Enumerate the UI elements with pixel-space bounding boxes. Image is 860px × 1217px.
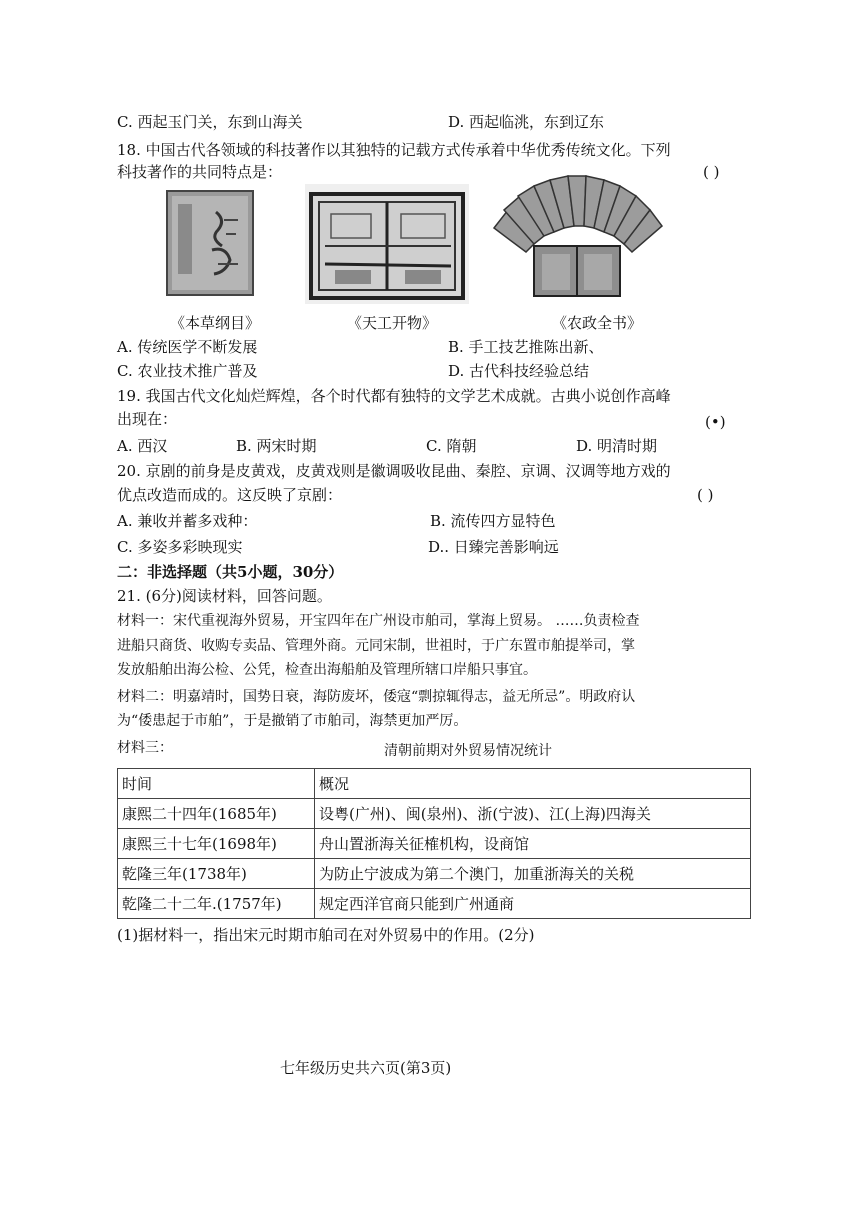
table-cell-overview: 设粤(广州)、闽(泉州)、浙(宁波)、江(上海)四海关: [315, 799, 751, 829]
table-cell-time: 乾隆二十二年.(1757年): [118, 889, 315, 919]
q21-sub-question-1: (1)据材料一，指出宋元时期市舶司在对外贸易中的作用。(2分): [117, 926, 535, 944]
bencao-gangmu-image: [166, 190, 254, 296]
q19-option-b: B. 两宋时期: [236, 437, 317, 455]
q18-option-a: A. 传统医学不断发展: [117, 338, 258, 356]
q19-stem-line2: 出现在：: [117, 410, 178, 428]
q20-option-b: B. 流传四方显特色: [430, 512, 556, 530]
material1-line1: 材料一：宋代重视海外贸易，开宝四年在广州设市舶司，掌海上贸易。 ……负责检查: [117, 613, 640, 629]
material1-line3: 发放船舶出海公检、公凭，检查出海船舶及管理所辖口岸船只事宜。: [117, 662, 537, 678]
q18-answer-paren: ( ): [703, 163, 720, 181]
q18-option-d: D. 古代科技经验总结: [448, 362, 590, 380]
table-cell-overview: 舟山置浙海关征榷机构，设商馆: [315, 829, 751, 859]
table-cell-time: 乾隆三年(1738年): [118, 859, 315, 889]
table-header-row: [118, 769, 751, 799]
tiangong-kaiwu-image: [305, 184, 469, 304]
nongzheng-quanshu-image: [482, 166, 672, 300]
table-row: [118, 889, 751, 919]
material1-line2: 进船只商货、收购专卖品、管理外商。元同宋制，世祖时，于广东置市舶提举司，掌: [117, 638, 635, 654]
q20-option-c: C. 多姿多彩映现实: [117, 538, 243, 556]
caption-nongzheng-quanshu: 《农政全书》: [552, 314, 643, 332]
q19-answer-paren: (•): [705, 413, 726, 431]
material2-line1: 材料二：明嘉靖时，国势日衰，海防废坏，倭寇“剽掠辄得志，益无所忌”。明政府认: [117, 689, 636, 705]
trade-statistics-table: [117, 768, 751, 919]
table-row: [118, 859, 751, 889]
table-row: [118, 829, 751, 859]
table-row: [118, 799, 751, 829]
q20-answer-paren: ( ): [697, 486, 714, 504]
q19-option-d: D. 明清时期: [576, 437, 658, 455]
q20-option-a: A. 兼收并蓄多戏种：: [117, 512, 258, 530]
q18-option-c: C. 农业技术推广普及: [117, 362, 258, 380]
q21-stem: 21. (6分)阅读材料，回答问题。: [117, 587, 332, 605]
table-header-time: 时间: [118, 769, 315, 799]
page-footer: 七年级历史共六页(第3页): [280, 1059, 452, 1077]
q20-option-d: D.. 日臻完善影响远: [428, 538, 559, 556]
q19-option-c: C. 隋朝: [426, 437, 477, 455]
material3-label: 材料三：: [117, 740, 173, 756]
caption-bencao-gangmu: 《本草纲目》: [170, 314, 261, 332]
q20-stem-line2: 优点改造而成的。这反映了京剧：: [117, 486, 343, 504]
q20-stem-line1: 20. 京剧的前身是皮黄戏，皮黄戏则是徽调吸收昆曲、秦腔、京调、汉调等地方戏的: [117, 462, 671, 480]
q17-option-c: C. 西起玉门关，东到山海关: [117, 113, 303, 131]
caption-tiangong-kaiwu: 《天工开物》: [347, 314, 438, 332]
q19-stem-line1: 19. 我国古代文化灿烂辉煌，各个时代都有独特的文学艺术成就。古典小说创作高峰: [117, 387, 671, 405]
q18-stem-line1: 18. 中国古代各领域的科技著作以其独特的记载方式传承着中华优秀传统文化。下列: [117, 141, 671, 159]
table-cell-time: 康熙三十七年(1698年): [118, 829, 315, 859]
table-title: 清朝前期对外贸易情况统计: [384, 743, 552, 759]
table-header-overview: 概况: [315, 769, 751, 799]
table-cell-time: 康熙二十四年(1685年): [118, 799, 315, 829]
q18-option-b: B. 手工技艺推陈出新、: [448, 338, 604, 356]
q17-option-d: D. 西起临洮，东到辽东: [448, 113, 605, 131]
material2-line2: 为“倭患起于市舶”，于是撤销了市舶司，海禁更加严厉。: [117, 713, 468, 729]
table-cell-overview: 为防止宁波成为第二个澳门，加重浙海关的关税: [315, 859, 751, 889]
q19-option-a: A. 西汉: [117, 437, 168, 455]
q18-stem-line2: 科技著作的共同特点是：: [117, 163, 283, 181]
table-cell-overview: 规定西洋官商只能到广州通商: [315, 889, 751, 919]
section2-title: 二：非选择题（共5小题，30分）: [117, 563, 344, 581]
